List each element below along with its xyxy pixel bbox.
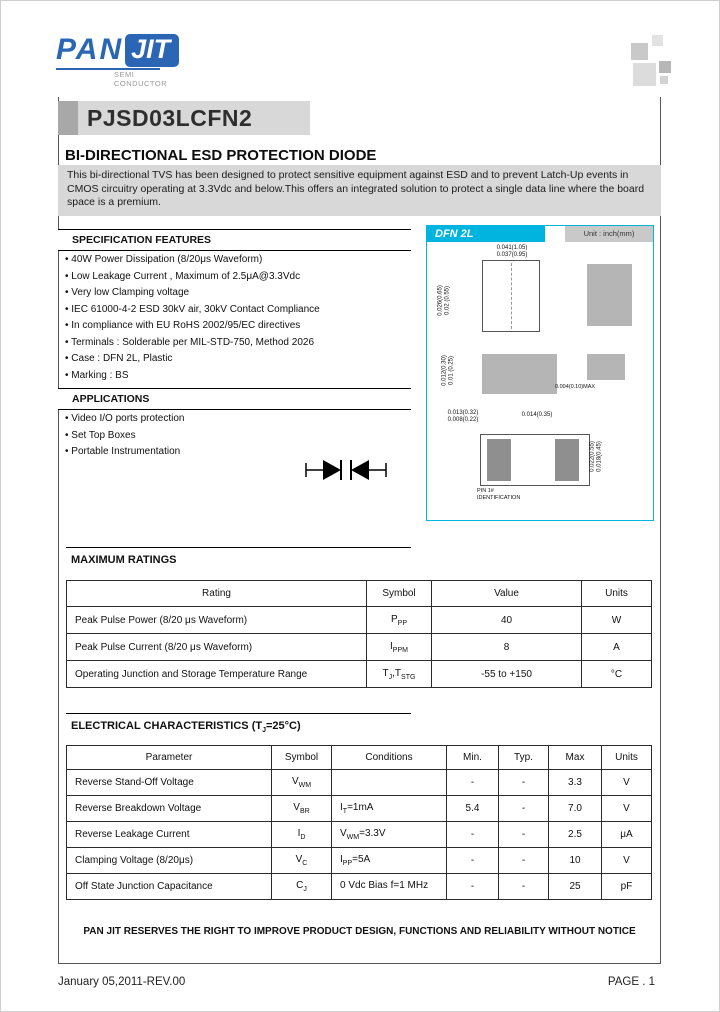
- dim-label-left1: 0.026(0.65) 0.02 (0.55): [437, 285, 450, 316]
- table-row: [67, 770, 652, 796]
- col-max: Max: [549, 746, 602, 770]
- logo-semi: SEMI: [114, 70, 135, 79]
- table-row: [67, 661, 652, 688]
- cell-units: V: [602, 848, 652, 874]
- table-header-row: [67, 581, 652, 607]
- page-number: PAGE . 1: [607, 976, 655, 988]
- section-applications: APPLICATIONS: [58, 388, 411, 410]
- spec-feature-item: • Case : DFN 2L, Plastic: [65, 351, 411, 368]
- package-bottom-pad2: [555, 439, 579, 481]
- cell-symbol: $I_D$: [272, 822, 332, 848]
- logo-pan: PAN: [56, 33, 124, 66]
- table-row: [67, 607, 652, 634]
- col-rating: Rating: [67, 581, 367, 607]
- package-side-view: [482, 354, 557, 394]
- logo-jit: JIT: [125, 34, 179, 67]
- col-typ: Typ.: [499, 746, 549, 770]
- unit-label: Unit : inch(mm): [565, 226, 653, 242]
- cell-units: V: [602, 796, 652, 822]
- application-item: • Portable Instrumentation: [65, 444, 411, 461]
- col-symbol: Symbol: [367, 581, 432, 607]
- col-conditions: Conditions: [332, 746, 447, 770]
- cell-max: 7.0: [549, 796, 602, 822]
- cell-typ: -: [499, 770, 549, 796]
- max-ratings-title: MAXIMUM RATINGS: [71, 554, 177, 566]
- section-specification-features: SPECIFICATION FEATURES: [58, 229, 411, 251]
- package-name-tab: DFN 2L: [427, 226, 545, 242]
- cell-value: -55 to +150: [432, 661, 582, 688]
- application-item: • Set Top Boxes: [65, 428, 411, 445]
- dim-label-pad: 0.013(0.32) 0.008(0.22): [447, 410, 479, 423]
- cell-symbol: $P_{PP}$: [367, 607, 432, 634]
- dim-label-right: 0.022(0.55) 0.018(0.45): [589, 441, 602, 472]
- cell-typ: -: [499, 822, 549, 848]
- part-number-marker: [58, 101, 78, 135]
- revision-date: January 05,2011-REV.00: [58, 976, 186, 988]
- deco-squares: [619, 35, 689, 90]
- cell-conditions: $I_{PP}=5A$: [332, 848, 447, 874]
- part-number-banner: [58, 101, 310, 135]
- cell-min: 5.4: [447, 796, 499, 822]
- cell-symbol: $T_J,T_{STG}$: [367, 661, 432, 688]
- package-top-view-pad: [587, 264, 632, 326]
- cell-max: 3.3: [549, 770, 602, 796]
- cell-max: 2.5: [549, 822, 602, 848]
- reserve-notice: PAN JIT RESERVES THE RIGHT TO IMPROVE PRODUCT DESIGN, FUNCTIONS AND RELIABILITY WITHOUT NOTICE: [83, 926, 636, 937]
- table-row: [67, 874, 652, 900]
- col-min: Min.: [447, 746, 499, 770]
- cell-conditions: $I_T=1mA$: [332, 796, 447, 822]
- table-header-row: [67, 746, 652, 770]
- cell-units: W: [582, 607, 652, 634]
- cell-parameter: Clamping Voltage (8/20μs): [67, 848, 272, 874]
- cell-min: -: [447, 822, 499, 848]
- cell-conditions: $V_{WM}=3.3V$: [332, 822, 447, 848]
- cell-parameter: Reverse Stand-Off Voltage: [67, 770, 272, 796]
- cell-rating: Peak Pulse Current (8/20 μs Waveform): [67, 634, 367, 661]
- max-ratings-table: [66, 580, 652, 688]
- divider-rule: [66, 547, 411, 548]
- spec-feature-item: • In compliance with EU RoHS 2002/95/EC directives: [65, 318, 411, 335]
- electrical-title: ELECTRICAL CHARACTERISTICS $(T_J=25^\circ C)$: [71, 720, 301, 735]
- spec-feature-item: • Marking : BS: [65, 368, 411, 385]
- table-row: [67, 796, 652, 822]
- cell-min: -: [447, 848, 499, 874]
- cell-max: 25: [549, 874, 602, 900]
- package-side-view-end: [587, 354, 625, 380]
- spec-feature-list: [65, 252, 411, 384]
- col-symbol: Symbol: [272, 746, 332, 770]
- panjit-logo: [56, 33, 179, 88]
- cell-value: 40: [432, 607, 582, 634]
- cell-units: pF: [602, 874, 652, 900]
- electrical-table: [66, 745, 652, 900]
- package-outline-box: [426, 225, 654, 521]
- cell-min: -: [447, 874, 499, 900]
- cell-rating: Peak Pulse Power (8/20 μs Waveform): [67, 607, 367, 634]
- cell-conditions: [332, 770, 447, 796]
- dim-label-top: 0.041(1.05) 0.037(0.95): [496, 245, 528, 258]
- col-parameter: Parameter: [67, 746, 272, 770]
- divider-rule: [66, 713, 411, 714]
- table-row: [67, 634, 652, 661]
- cell-value: 8: [432, 634, 582, 661]
- spec-feature-item: • Terminals : Solderable per MIL-STD-750, Method 2026: [65, 335, 411, 352]
- cell-parameter: Off State Junction Capacitance: [67, 874, 272, 900]
- cell-symbol: $I_{PPM}$: [367, 634, 432, 661]
- pin1-identification-label: PIN 1# IDENTIFICATION: [477, 488, 521, 501]
- cell-typ: -: [499, 848, 549, 874]
- cell-symbol: $V_C$: [272, 848, 332, 874]
- col-units: Units: [582, 581, 652, 607]
- application-item: • Video I/O ports protection: [65, 411, 411, 428]
- page-title: BI-DIRECTIONAL ESD PROTECTION DIODE: [65, 147, 377, 164]
- cell-parameter: Reverse Breakdown Voltage: [67, 796, 272, 822]
- cell-conditions: 0 Vdc Bias f=1 MHz: [332, 874, 447, 900]
- cell-typ: -: [499, 796, 549, 822]
- table-row: [67, 848, 652, 874]
- cell-units: V: [602, 770, 652, 796]
- cell-parameter: Reverse Leakage Current: [67, 822, 272, 848]
- cell-units: °C: [582, 661, 652, 688]
- package-drawing: [427, 242, 653, 520]
- spec-feature-item: • Low Leakage Current , Maximum of 2.5μA@3.3Vdc: [65, 269, 411, 286]
- spec-feature-item: • IEC 61000-4-2 ESD 30kV air, 30kV Contact Compliance: [65, 302, 411, 319]
- dim-label-standoff: 0.004(0.10)MAX: [555, 384, 596, 390]
- cell-symbol: $V_{BR}$: [272, 796, 332, 822]
- cell-typ: -: [499, 874, 549, 900]
- package-top-view: [482, 260, 540, 332]
- product-description: This bi-directional TVS has been designed to protect sensitive equipment against ESD and to prevent Latch-Up events in CMOS circuitry operating at 3.3Vdc and below.This offers an integrated solution to protect a single data line where the board space is a premium.: [58, 165, 661, 216]
- bidirectional-diode-symbol-icon: [301, 448, 391, 497]
- part-number: PJSD03LCFN2: [87, 104, 253, 131]
- dim-label-left2: 0.012(0.30) 0.01 (0.25): [441, 355, 454, 386]
- cell-units: μA: [602, 822, 652, 848]
- dim-label-pitch: 0.014(0.35): [521, 412, 553, 418]
- cell-symbol: $C_J$: [272, 874, 332, 900]
- table-row: [67, 822, 652, 848]
- cell-units: A: [582, 634, 652, 661]
- cell-min: -: [447, 770, 499, 796]
- spec-feature-item: • 40W Power Dissipation (8/20μs Waveform): [65, 252, 411, 269]
- cell-rating: Operating Junction and Storage Temperature Range: [67, 661, 367, 688]
- logo-conductor: CONDUCTOR: [114, 79, 168, 88]
- col-value: Value: [432, 581, 582, 607]
- cell-max: 10: [549, 848, 602, 874]
- col-units: Units: [602, 746, 652, 770]
- spec-feature-item: • Very low Clamping voltage: [65, 285, 411, 302]
- cell-symbol: $V_{WM}$: [272, 770, 332, 796]
- package-bottom-pad1: [487, 439, 511, 481]
